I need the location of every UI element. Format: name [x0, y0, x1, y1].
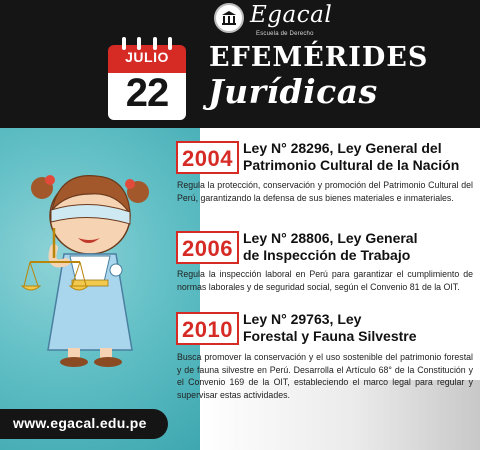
heading-line1: EFEMÉRIDES: [209, 42, 429, 73]
brand-logo[interactable]: [214, 3, 344, 43]
event-description: Busca promover la conservación y el uso sostenible del patrimonio forestal y de fauna silvestre en Perú. Desarrolla el Artículo 68° de la Constitución y el Convenio 169 de la OIT, estableciendo el marco legal para regular y supervisar estas actividades.: [177, 352, 473, 400]
event-title: Ley N° 28296, Ley General del Patrimonio Cultural de la Nación: [243, 140, 460, 173]
lady-justice-illustration: [20, 158, 160, 373]
brand-subtitle: Escuela de Derecho: [256, 31, 314, 37]
event-title: Ley N° 29763, Ley Forestal y Fauna Silvestre: [243, 311, 417, 344]
event-description: Regula la protección, conservación y promoción del Patrimonio Cultural del Perú, garantizando la defensa de sus bienes materiales e inmateriales.: [177, 180, 473, 203]
calendar-icon: [108, 37, 186, 120]
calendar-month: JULIO: [125, 49, 169, 65]
year-badge: [176, 312, 239, 345]
event-title: Ley N° 28806, Ley General de Inspección de Trabajo: [243, 230, 418, 263]
website-link[interactable]: www.egacal.edu.pe: [13, 415, 147, 431]
brand-name: Egacal: [250, 2, 333, 28]
header-banner: [0, 0, 480, 128]
heading-line2: Jurídicas: [208, 72, 378, 111]
event-year: 2010: [182, 317, 233, 342]
footer-bar: [0, 409, 168, 439]
event-year: 2004: [182, 146, 233, 171]
event-year: 2006: [182, 236, 233, 261]
calendar-day: 22: [125, 71, 169, 115]
year-badge: [176, 141, 239, 174]
column-temple-icon: [214, 3, 244, 33]
year-badge: [176, 231, 239, 264]
event-description: Regula la inspección laboral en Perú para garantizar el cumplimiento de normas laborales y de seguridad social, según el Convenio 81 de la OIT.: [177, 269, 473, 292]
